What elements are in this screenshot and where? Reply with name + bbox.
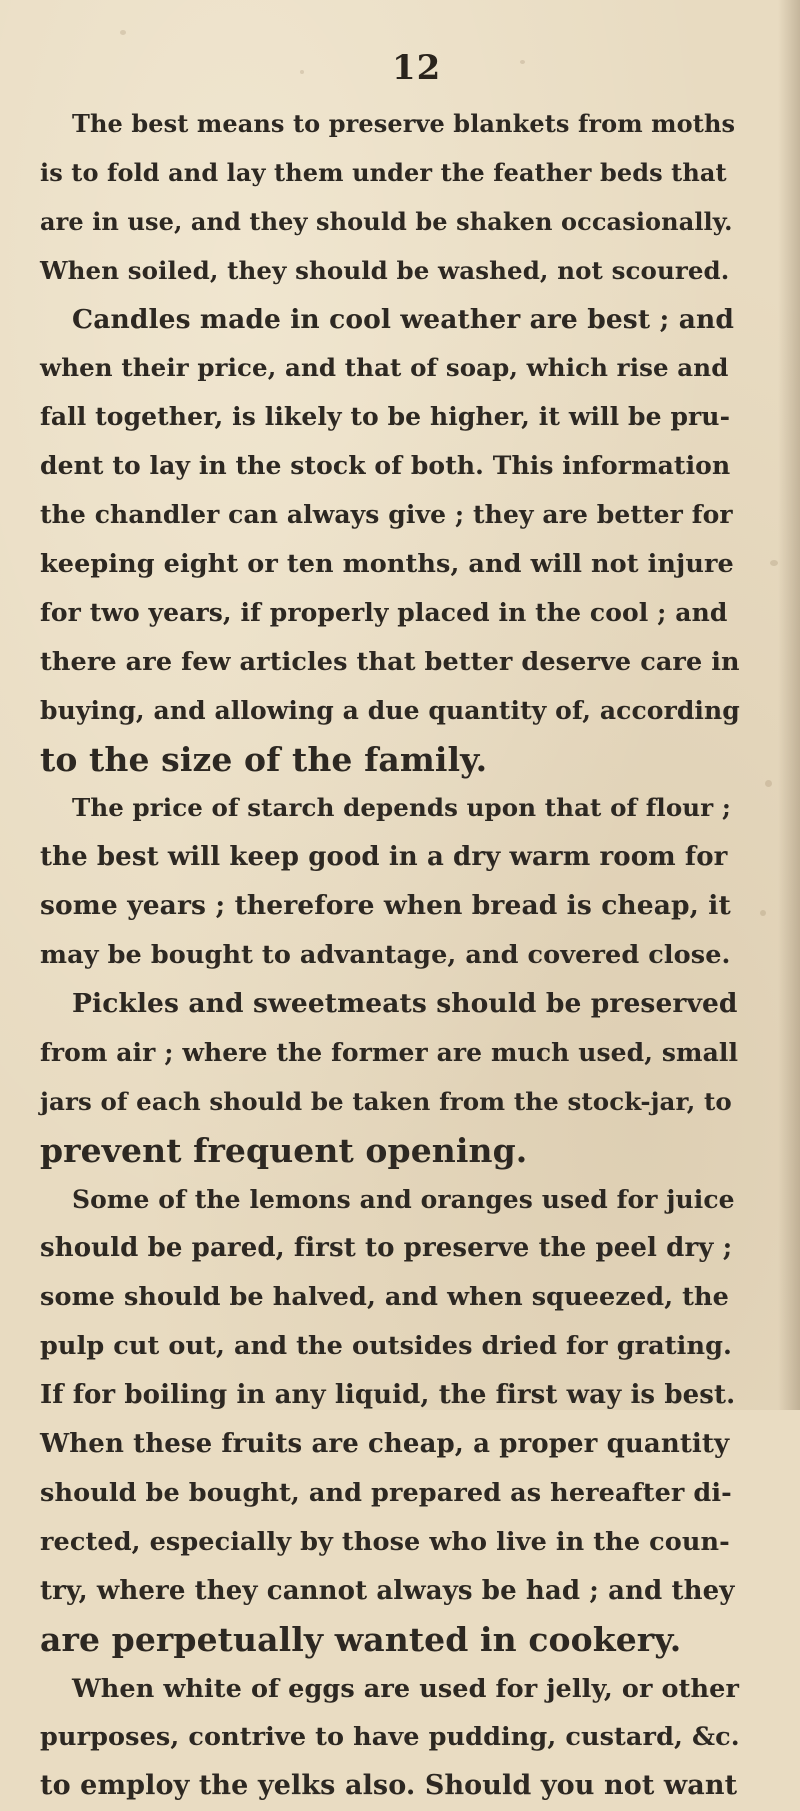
- text-line: are perpetually wanted in cookery.: [40, 1619, 682, 1659]
- body-text: [40, 100, 740, 1811]
- text-line: When these fruits are cheap, a proper quantity: [40, 1429, 730, 1460]
- text-line: some should be halved, and when squeezed, the: [40, 1282, 730, 1313]
- text-line: is to fold and lay them under the feather beds that: [40, 157, 727, 187]
- foxing-spot: [770, 560, 778, 566]
- foxing-spot: [120, 30, 126, 35]
- foxing-spot: [520, 60, 525, 64]
- text-line: The best means to preserve blankets from moths: [72, 109, 736, 138]
- text-line: pulp cut out, and the outsides dried for grating.: [40, 1331, 732, 1362]
- text-line: to the size of the family.: [40, 739, 488, 779]
- page-edge-shadow: [778, 0, 800, 1410]
- text-line: should be pared, first to preserve the peel dry ;: [40, 1233, 733, 1264]
- text-line: the best will keep good in a dry warm room for: [40, 842, 728, 873]
- text-line: when their price, and that of soap, which rise and: [40, 353, 729, 383]
- text-line: Some of the lemons and oranges used for juice: [72, 1184, 735, 1214]
- text-line: jars of each should be taken from the stock-jar, to: [40, 1086, 732, 1116]
- text-line: buying, and allowing a due quantity of, according: [40, 695, 740, 725]
- text-line: for two years, if properly placed in the cool ; and: [40, 597, 728, 627]
- page-number: 12: [392, 48, 442, 88]
- text-line: Pickles and sweetmeats should be preserved: [72, 988, 738, 1020]
- text-line: When soiled, they should be washed, not scoured.: [40, 255, 730, 285]
- text-line: purposes, contrive to have pudding, custard, &c.: [40, 1722, 740, 1753]
- text-line: Candles made in cool weather are best ; and: [72, 303, 734, 335]
- text-line: the chandler can always give ; they are better for: [40, 500, 733, 530]
- text-line: try, where they cannot always be had ; and they: [40, 1575, 735, 1606]
- foxing-spot: [765, 780, 772, 787]
- text-line: keeping eight or ten months, and will not injure: [40, 549, 734, 580]
- text-line: from air ; where the former are much used, small: [40, 1037, 739, 1067]
- text-line: are in use, and they should be shaken occasionally.: [40, 206, 733, 236]
- text-line: may be bought to advantage, and covered close.: [40, 940, 731, 971]
- text-line: some years ; therefore when bread is cheap, it: [40, 890, 731, 922]
- text-line: should be bought, and prepared as hereafter di-: [40, 1477, 732, 1508]
- text-line: to employ the yelks also. Should you not want: [40, 1770, 738, 1802]
- text-line: The price of starch depends upon that of flour ;: [72, 793, 731, 823]
- text-line: there are few articles that better deserve care in: [40, 646, 740, 677]
- text-line: rected, especially by those who live in the coun-: [40, 1526, 730, 1557]
- text-line: fall together, is likely to be higher, it will be pru-: [40, 402, 731, 432]
- text-line: When white of eggs are used for jelly, or other: [72, 1673, 739, 1704]
- text-line: prevent frequent opening.: [40, 1130, 528, 1170]
- text-line: If for boiling in any liquid, the first way is best.: [40, 1380, 736, 1411]
- text-line: dent to lay in the stock of both. This information: [40, 451, 731, 481]
- foxing-spot: [760, 910, 766, 916]
- foxing-spot: [300, 70, 304, 74]
